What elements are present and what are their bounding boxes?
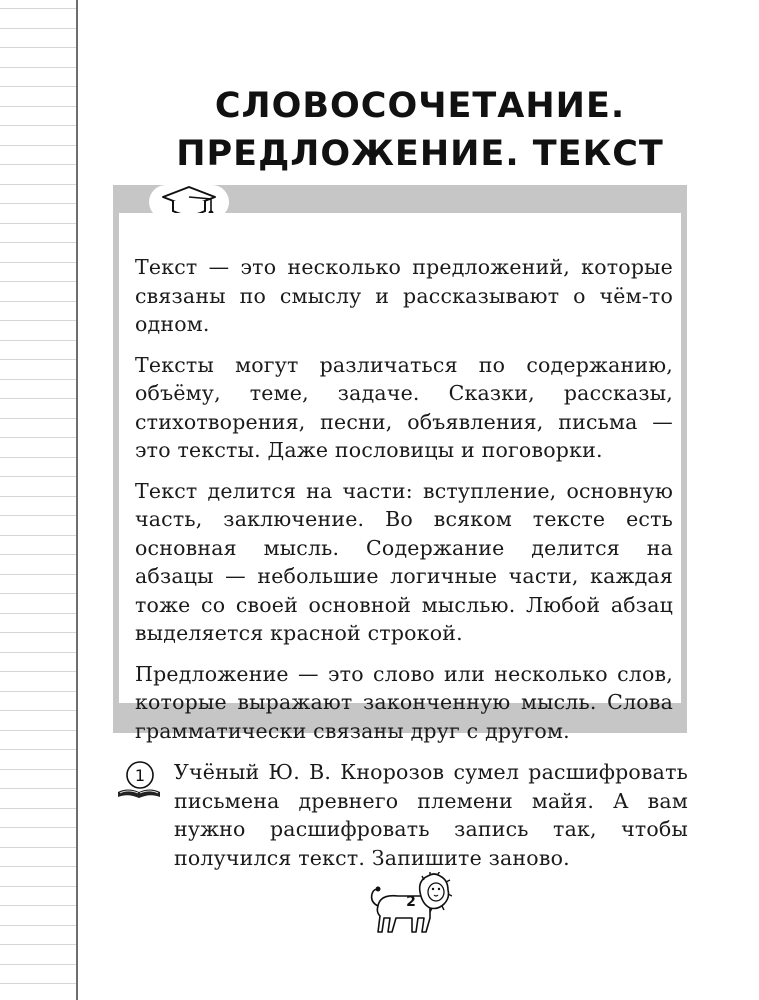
margin-line [0,671,78,672]
margin-line [0,964,78,965]
margin-line [0,359,78,360]
margin-line [0,340,78,341]
margin-line [0,203,78,204]
margin-line [0,691,78,692]
margin-line [0,398,78,399]
margin-line [0,847,78,848]
margin-line [0,632,78,633]
margin-line [0,710,78,711]
margin-line [0,301,78,302]
margin-line [0,476,78,477]
margin-line [0,866,78,867]
margin-line [0,242,78,243]
margin-line [0,788,78,789]
margin-line [0,47,78,48]
margin-line [0,457,78,458]
margin-line [0,827,78,828]
notebook-margin [0,0,78,1000]
margin-line [0,554,78,555]
margin-line [0,262,78,263]
task-1 [116,758,688,868]
margin-line [0,145,78,146]
margin-line [0,730,78,731]
margin-line [0,944,78,945]
rule-content [119,213,681,743]
rule-paragraph: Текст — это несколько предложений, которые связаны по смыслу и рассказывают о чём-то одном. [135,255,673,336]
margin-line [0,496,78,497]
page-title [140,82,700,178]
title-line-1: СЛОВОСОЧЕТАНИЕ. [214,86,626,126]
margin-rule [76,0,78,1000]
page-number: 2 [406,894,416,910]
margin-line [0,886,78,887]
margin-line [0,515,78,516]
rule-paragraph: Текст делится на части: вступление, основную часть, заключение. Во всяком тексте есть основная мысль. Содержание делится на абзацы — небольшие логичные части, каждая тоже со своей основной мыслью. Любой абзац выделяется красной строкой. [135,478,673,645]
margin-line [0,769,78,770]
margin-line [0,613,78,614]
margin-line [0,574,78,575]
margin-line [0,28,78,29]
margin-line [0,652,78,653]
margin-line [0,67,78,68]
title-line-2: ПРЕДЛОЖЕНИЕ. ТЕКСТ [176,134,664,174]
margin-line [0,749,78,750]
rule-paragraph: Предложение — это слово или несколько слов, которые выражают законченную мысль. Слова грамматически связаны друг с другом. [135,661,673,743]
task-number: 1 [134,766,146,785]
margin-line [0,593,78,594]
margin-line [0,86,78,87]
margin-line [0,8,78,9]
margin-line [0,223,78,224]
margin-line [0,320,78,321]
open-book-icon [116,760,162,804]
margin-line [0,106,78,107]
rule-box [113,185,687,743]
rule-text [135,253,673,757]
margin-line [0,808,78,809]
margin-line [0,164,78,165]
margin-line [0,418,78,419]
margin-line [0,125,78,126]
margin-line [0,925,78,926]
margin-line [0,535,78,536]
margin-line [0,437,78,438]
margin-line [0,983,78,984]
task-text: Учёный Ю. В. Кнорозов сумел расшифровать письмена древнего племени майя. А вам нужно расшифровать запись так, чтобы получился текст. Запишите заново. [174,760,688,870]
margin-line [0,184,78,185]
margin-line [0,905,78,906]
margin-line [0,281,78,282]
rule-paragraph: Тексты могут различаться по содержанию, объёму, теме, задаче. Сказки, рассказы, стихотворения, песни, объявления, письма — это тексты. Даже пословицы и поговорки. [135,352,673,462]
margin-line [0,379,78,380]
